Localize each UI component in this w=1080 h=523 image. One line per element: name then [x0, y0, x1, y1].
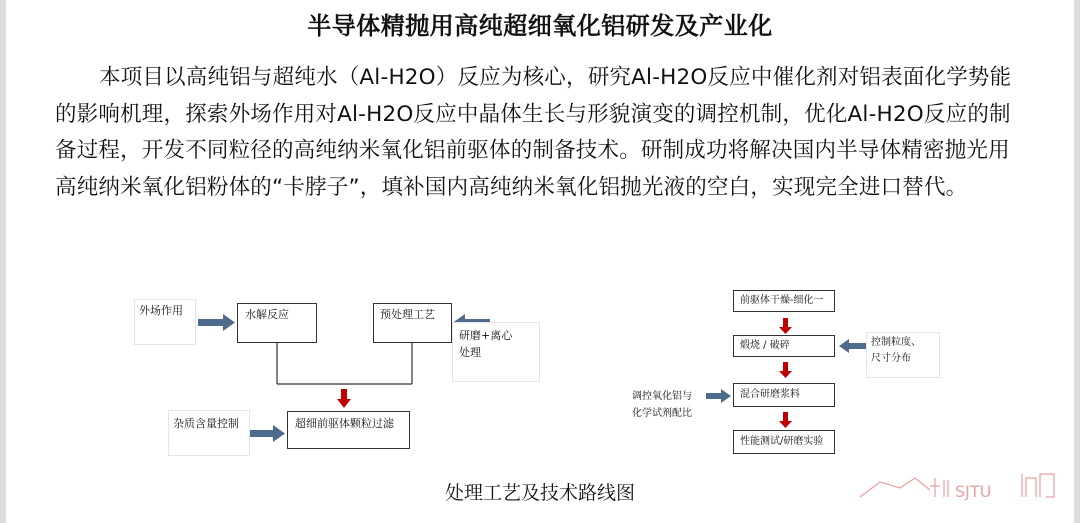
blue-arrow-external-field — [198, 314, 235, 331]
filtration-box: 超细前驱体颗粒过滤 — [287, 411, 410, 449]
red-down-arrow-r1 — [779, 318, 792, 334]
blue-arrow-ratio — [706, 389, 731, 403]
particle-control-note — [866, 332, 940, 378]
testing-box: 性能测试/研磨实验 — [733, 430, 835, 454]
particle-control-line2: 尺寸分布 — [871, 353, 911, 364]
grinding-note — [452, 322, 540, 382]
diagram-caption: 处理工艺及技术路线图 — [444, 482, 635, 504]
sjtu-logo-text: SJTU — [955, 482, 992, 501]
ratio-control-note — [632, 388, 708, 422]
body-paragraph: 本项目以高纯铝与超纯水（Al-H2O）反应为核心，研究Al-H2O反应中催化剂对铝表面化学势能的影响机理，探索外场作用对Al-H2O反应中晶体生长与形貌演变的调控机制，优化Al-H2O反应的制备过程，开发不同粒径的高纯纳米氧化铝前驱体的制备技术。研制成功将解决国内半导体精密抛光用高纯纳米氧化铝粉体的“卡脖子”，填补国内高纯纳米氧化铝抛光液的空白，实现完全进口替代。 — [55, 65, 1012, 200]
page-title: 半导体精抛用高纯超细氧化铝研发及产业化 — [307, 12, 773, 40]
hydrolysis-box: 水解反应 — [237, 303, 317, 343]
ratio-control-line1: 调控氧化铝与 — [632, 391, 692, 402]
pretreatment-box: 预处理工艺 — [373, 303, 452, 343]
grinding-note-line1: 研磨+离心 — [459, 329, 513, 342]
external-field-label: 外场作用 — [134, 299, 196, 345]
red-down-arrow-r3 — [779, 412, 792, 428]
ratio-control-line2: 化学试剂配比 — [632, 408, 692, 419]
impurity-label: 杂质含量控制 — [168, 410, 250, 456]
mixing-box: 混合研磨浆料 — [733, 383, 835, 407]
blue-arrow-impurity — [248, 425, 285, 442]
red-down-arrow-r2 — [779, 362, 792, 378]
calcination-box: 煅烧 / 破碎 — [733, 335, 835, 357]
red-down-arrow-left — [337, 389, 351, 408]
grinding-note-line2: 处理 — [459, 346, 481, 359]
particle-control-line1: 控制粒度、 — [871, 337, 921, 348]
drying-box: 前驱体干燥-细化一 — [733, 290, 835, 312]
